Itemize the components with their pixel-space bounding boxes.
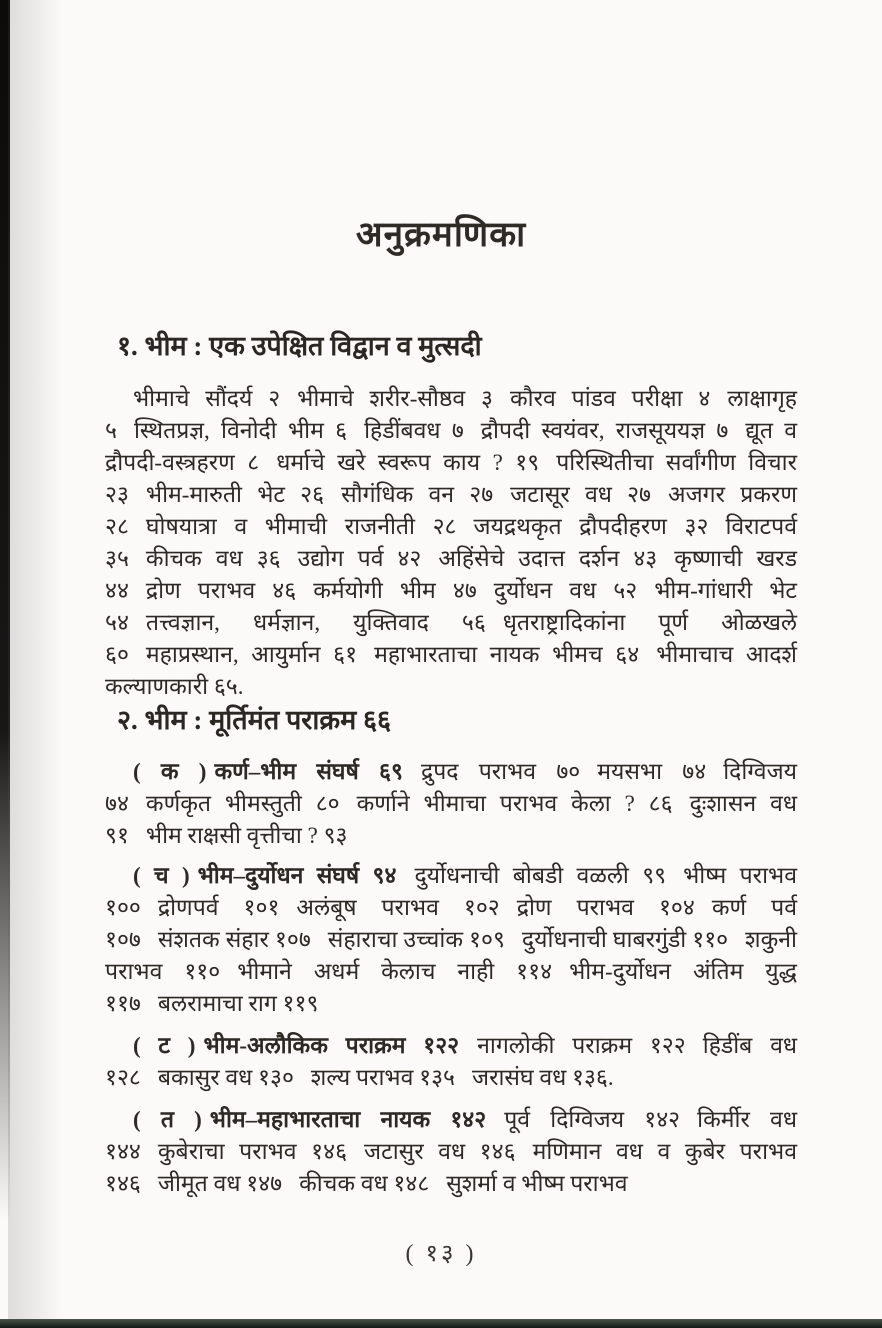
toc-entry: दुर्योधनाची बोबडी वळली ९९ bbox=[414, 863, 667, 888]
toc-entry: जरासंघ वध १३६. bbox=[472, 1065, 614, 1090]
toc-entry: द्रोणपर्व १०१ bbox=[157, 895, 280, 920]
toc-entry: सुशर्मा व भीष्म पराभव bbox=[446, 1171, 628, 1196]
toc-entry: द्रोण पराभव ४६ bbox=[145, 578, 297, 603]
toc-entry: लाक्षागृह ५ bbox=[105, 386, 797, 443]
toc-entry: द्यूत व द्रौपदी-वस्त्रहरण ८ bbox=[105, 418, 797, 475]
toc-entry: कर्णकृत भीमस्तुती ८० bbox=[145, 791, 340, 816]
toc-entry: विराटपर्व ३५ bbox=[105, 514, 797, 571]
toc-entry: शकुनी पराभव ११० bbox=[105, 927, 797, 984]
section-2-heading: २. भीम : मूर्तिमंत पराक्रम ६६ bbox=[117, 705, 392, 735]
toc-entry: दुर्योधन वध ५२ bbox=[493, 578, 638, 603]
toc-entry: भीमाचाच आदर्श कल्याणकारी ६५. bbox=[105, 642, 797, 699]
toc-entry: घोषयात्रा व भीमाची राजनीती २८ bbox=[145, 514, 457, 539]
toc-entry: कृष्णाची खरड ४४ bbox=[105, 546, 797, 603]
toc-entry: जटासुर वध १४६ bbox=[364, 1139, 516, 1164]
section-1-entries bbox=[105, 383, 797, 703]
toc-entry: अहिंसेचे उदात्त दर्शन ४३ bbox=[438, 546, 658, 571]
toc-entry: जटासूर वध २७ bbox=[510, 482, 651, 507]
subsection-cha bbox=[105, 860, 797, 1020]
toc-entry: धृतराष्ट्रादिकांना पूर्ण ओळखले ६० bbox=[105, 610, 797, 667]
toc-entry: महाभारताचा नायक भीमच ६४ bbox=[374, 642, 640, 667]
toc-entry: मयसभा ७४ bbox=[597, 759, 707, 784]
scan-binding-shadow bbox=[8, 0, 63, 1328]
scan-bottom-edge bbox=[0, 1319, 882, 1328]
toc-entry: अजगर प्रकरण २८ bbox=[105, 482, 797, 539]
toc-entry: संहाराचा उच्चांक १०९ bbox=[327, 927, 505, 952]
toc-entry: तत्त्वज्ञान, धर्मज्ञान, युक्तिवाद ५६ bbox=[145, 610, 486, 635]
toc-entry: हिडींबवध ७ bbox=[364, 418, 464, 443]
toc-entry: कीचक वध १४८ bbox=[299, 1171, 430, 1196]
toc-entry: महाप्रस्थान, आयुर्मान ६१ bbox=[145, 642, 358, 667]
toc-entry: धर्माचे खरे स्वरूप काय ? १९ bbox=[276, 450, 540, 475]
section-1-heading: १. भीम : एक उपेक्षित विद्वान व मुत्सदी bbox=[117, 331, 482, 361]
toc-entry: भीष्म पराभव १०० bbox=[105, 863, 797, 920]
toc-entry: कर्मयोगी भीम ४७ bbox=[313, 578, 477, 603]
toc-entry: द्रोण पराभव १०४ bbox=[516, 895, 695, 920]
toc-entry: परिस्थितीचा सर्वांगीण विचार २३ bbox=[105, 450, 797, 507]
subsection-ta bbox=[105, 1030, 797, 1094]
scan-left-edge bbox=[0, 0, 10, 1328]
toc-entry-list bbox=[105, 759, 797, 848]
toc-entry-list bbox=[105, 386, 797, 699]
toc-entry: स्थितप्रज्ञ, विनोदी भीम ६ bbox=[133, 418, 348, 443]
toc-entry: भीम-दुर्योधन अंतिम युद्ध ११७ bbox=[105, 959, 798, 1016]
subsection-cha-marker: ( च ) bbox=[133, 863, 190, 888]
toc-entry: संशतक संहार १०७ bbox=[157, 927, 311, 952]
subsection-cha-title: भीम–दुर्योधन संघर्ष ९४ bbox=[197, 863, 397, 888]
toc-entry: कुबेराचा पराभव १४६ bbox=[157, 1139, 348, 1164]
toc-entry: बलरामाचा राग ११९ bbox=[157, 991, 319, 1016]
subsection-tha-marker: ( त ) bbox=[133, 1107, 202, 1132]
toc-entry: उद्योग पर्व ४२ bbox=[297, 546, 422, 571]
subsection-ka-marker: ( क ) bbox=[133, 759, 207, 784]
toc-entry: पूर्व दिग्विजय १४२ bbox=[504, 1107, 681, 1132]
subsection-ta-marker: ( ट ) bbox=[133, 1033, 196, 1058]
page-number: ( १३ ) bbox=[405, 1241, 477, 1267]
subsection-ta-title: भीम-अलौकिक पराक्रम १२२ bbox=[203, 1033, 460, 1058]
toc-entry: जयद्रथकृत द्रौपदीहरण ३२ bbox=[473, 514, 709, 539]
subsection-ka-title: कर्ण–भीम संघर्ष ६९ bbox=[214, 759, 403, 784]
toc-entry: भीम राक्षसी वृत्तीचा ? ९३ bbox=[145, 823, 348, 848]
toc-entry: नागलोकी पराक्रम १२२ bbox=[477, 1033, 686, 1058]
toc-entry: शल्य पराभव १३५ bbox=[310, 1065, 455, 1090]
toc-entry: द्रौपदी स्वयंवर, राजसूययज्ञ ७ bbox=[480, 418, 729, 443]
toc-entry: दुःशासन वध ९१ bbox=[105, 791, 797, 848]
toc-entry: भीमाचे शरीर-सौष्ठव ३ bbox=[297, 386, 494, 411]
toc-entry: बकासुर वध १३० bbox=[157, 1065, 294, 1090]
toc-entry: किर्मीर वध १४४ bbox=[105, 1107, 797, 1164]
toc-entry: भीमाचे सौंदर्य २ bbox=[133, 386, 281, 411]
toc-entry: कर्णाने भीमाचा पराभव केला ? ८६ bbox=[356, 791, 673, 816]
toc-entry: जीमूत वध १४७ bbox=[157, 1171, 283, 1196]
subsection-tha-title: भीम–महाभारताचा नायक १४२ bbox=[209, 1107, 487, 1132]
toc-entry: हिडींब वध १२८ bbox=[105, 1033, 797, 1090]
toc-entry: कौरव पांडव परीक्षा ४ bbox=[510, 386, 711, 411]
toc-entry: कर्ण पर्व १०७ bbox=[105, 895, 797, 952]
toc-entry: दिग्विजय ७४ bbox=[105, 759, 797, 816]
subsection-ka bbox=[105, 756, 797, 852]
toc-entry: मणिमान वध व कुबेर पराभव १४६ bbox=[105, 1139, 797, 1196]
toc-entry: अलंबूष पराभव १०२ bbox=[296, 895, 500, 920]
toc-entry: भीमाने अधर्म केलाच नाही ११४ bbox=[237, 959, 553, 984]
toc-entry: सौगंधिक वन २७ bbox=[341, 482, 494, 507]
subsection-tha bbox=[105, 1104, 797, 1200]
toc-entry: भीम-गांधारी भेट ५४ bbox=[105, 578, 798, 635]
page-title: अनुक्रमणिका bbox=[355, 215, 527, 254]
toc-entry: द्रुपद पराभव ७० bbox=[420, 759, 581, 784]
toc-entry: दुर्योधनाची घाबरगुंडी ११० bbox=[521, 927, 729, 952]
toc-entry: कीचक वध ३६ bbox=[145, 546, 281, 571]
toc-entry: भीम-मारुती भेट २६ bbox=[145, 482, 325, 507]
